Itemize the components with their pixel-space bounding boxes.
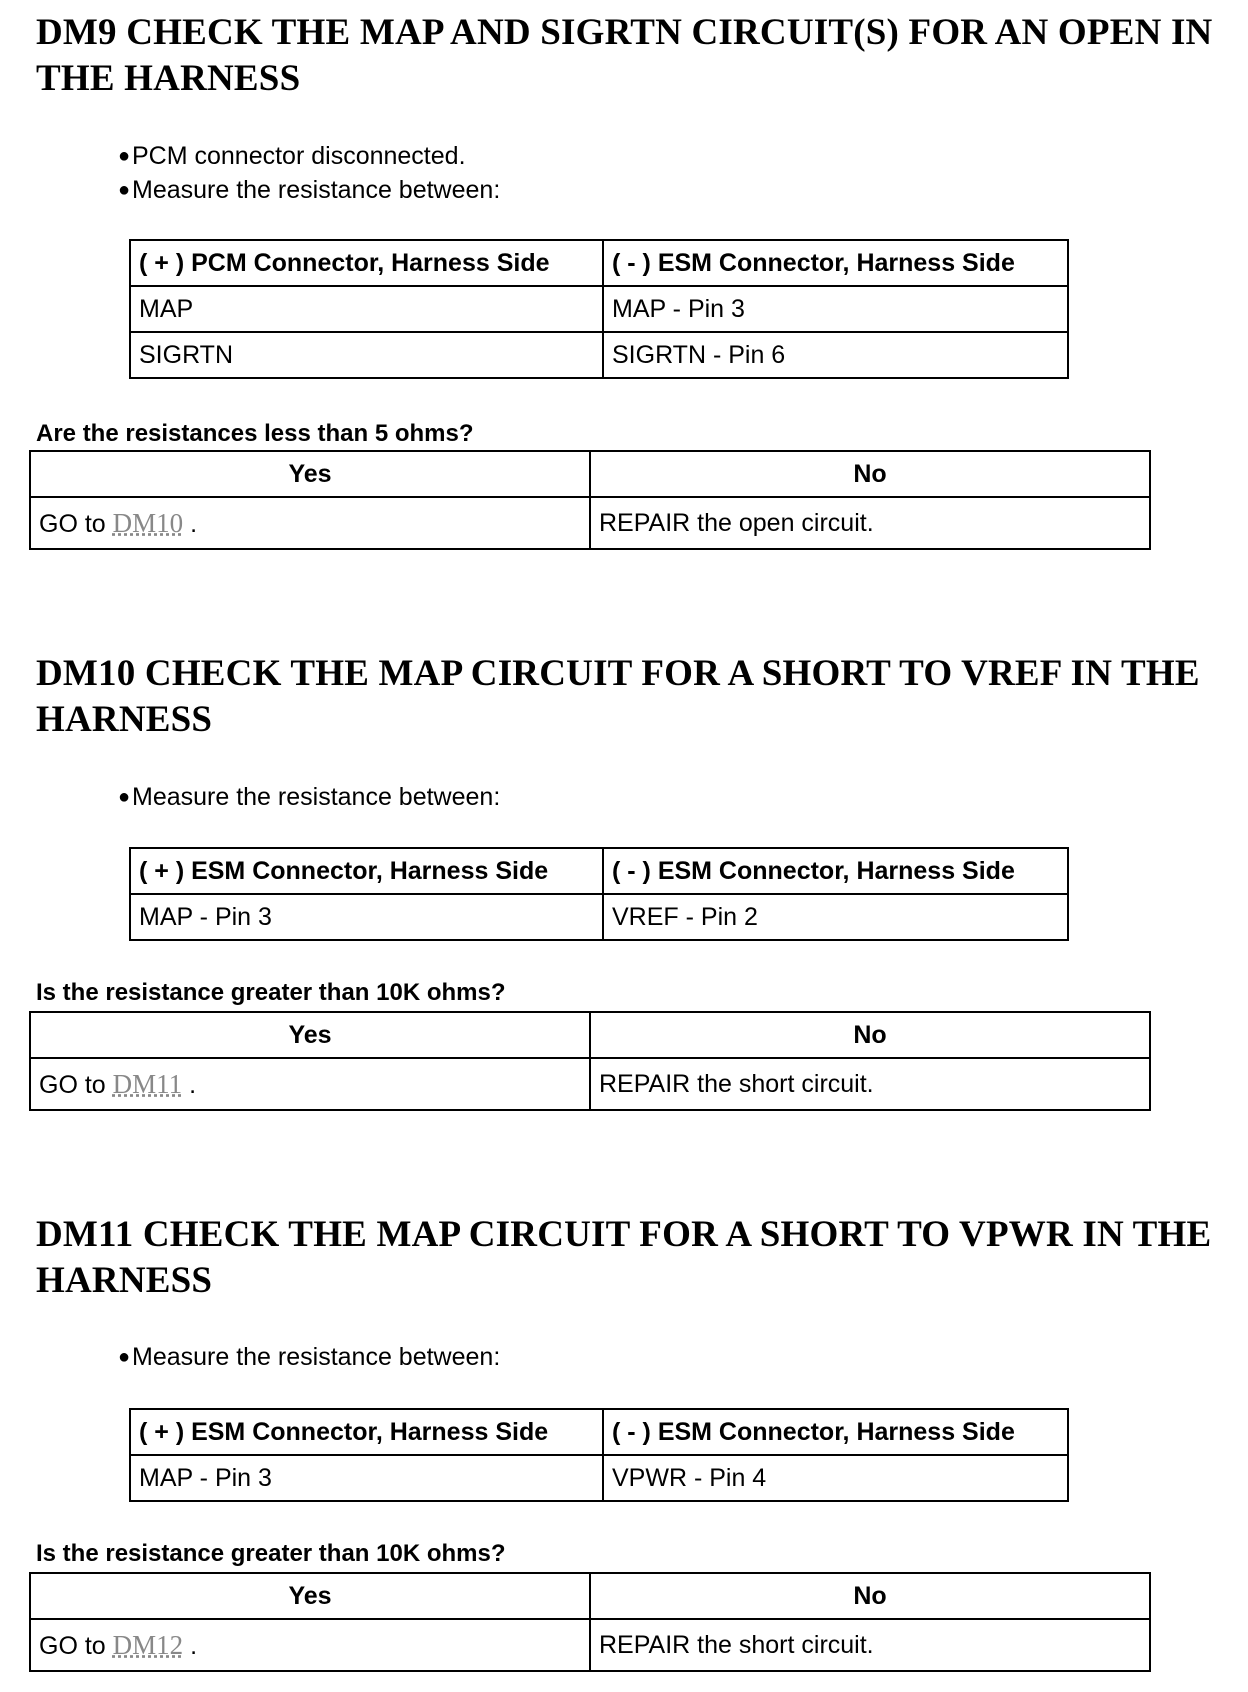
bullet-icon: ●	[118, 145, 131, 167]
measurement-table	[129, 1408, 1069, 1502]
section-heading: DM11 CHECK THE MAP CIRCUIT FOR A SHORT TO VPWR IN THE HARNESS	[36, 1214, 1212, 1301]
table-cell: SIGRTN	[130, 332, 603, 378]
bullet-list	[118, 139, 500, 207]
table-cell: VREF - Pin 2	[603, 894, 1068, 940]
yes-header: Yes	[30, 451, 590, 497]
negative-lead-header: ( - ) ESM Connector, Harness Side	[603, 240, 1068, 286]
table-row	[30, 497, 1150, 549]
table-cell: MAP	[130, 286, 603, 332]
negative-lead-header: ( - ) ESM Connector, Harness Side	[603, 848, 1068, 894]
bullet-icon: ●	[118, 786, 131, 808]
bullet-item: ●Measure the resistance between:	[118, 173, 500, 207]
table-row	[30, 1058, 1150, 1110]
positive-lead-header: ( + ) ESM Connector, Harness Side	[130, 848, 603, 894]
negative-lead-header: ( - ) ESM Connector, Harness Side	[603, 1409, 1068, 1455]
dm10-link[interactable]: DM10	[112, 507, 184, 538]
decision-question: Is the resistance greater than 10K ohms?	[36, 979, 506, 1006]
measurement-table	[129, 239, 1069, 379]
table-row	[130, 332, 1068, 378]
positive-lead-header: ( + ) PCM Connector, Harness Side	[130, 240, 603, 286]
table-row	[130, 894, 1068, 940]
no-header: No	[590, 1573, 1150, 1619]
table-cell: SIGRTN - Pin 6	[603, 332, 1068, 378]
decision-question: Is the resistance greater than 10K ohms?	[36, 1540, 506, 1567]
no-header: No	[590, 1012, 1150, 1058]
table-row	[30, 1619, 1150, 1671]
positive-lead-header: ( + ) ESM Connector, Harness Side	[130, 1409, 603, 1455]
measurement-table	[129, 847, 1069, 941]
yes-no-table	[29, 1572, 1151, 1672]
section-heading: DM9 CHECK THE MAP AND SIGRTN CIRCUIT(S) FOR AN OPEN IN THE HARNESS	[36, 12, 1213, 99]
table-cell: MAP - Pin 3	[603, 286, 1068, 332]
yes-header: Yes	[30, 1573, 590, 1619]
table-header-row	[30, 1012, 1150, 1058]
no-action: REPAIR the short circuit.	[590, 1058, 1150, 1110]
bullet-icon: ●	[118, 1346, 131, 1368]
table-cell: MAP - Pin 3	[130, 894, 603, 940]
table-row	[130, 286, 1068, 332]
table-row	[130, 1455, 1068, 1501]
yes-action: GO to DM12 .	[30, 1619, 590, 1671]
table-header-row	[130, 848, 1068, 894]
table-header-row	[130, 1409, 1068, 1455]
table-cell: VPWR - Pin 4	[603, 1455, 1068, 1501]
section-heading: DM10 CHECK THE MAP CIRCUIT FOR A SHORT TO VREF IN THE HARNESS	[36, 653, 1200, 740]
no-action: REPAIR the open circuit.	[590, 497, 1150, 549]
table-header-row	[30, 451, 1150, 497]
bullet-icon: ●	[118, 179, 131, 201]
bullet-item: ●Measure the resistance between:	[118, 1340, 500, 1374]
yes-header: Yes	[30, 1012, 590, 1058]
yes-no-table	[29, 450, 1151, 550]
table-header-row	[130, 240, 1068, 286]
table-cell: MAP - Pin 3	[130, 1455, 603, 1501]
yes-no-table	[29, 1011, 1151, 1111]
no-header: No	[590, 451, 1150, 497]
bullet-item: ●PCM connector disconnected.	[118, 139, 500, 173]
bullet-item: ●Measure the resistance between:	[118, 780, 500, 814]
yes-action: GO to DM11 .	[30, 1058, 590, 1110]
bullet-list	[118, 1340, 500, 1374]
dm11-link[interactable]: DM11	[112, 1068, 183, 1099]
decision-question: Are the resistances less than 5 ohms?	[36, 420, 474, 447]
bullet-list	[118, 780, 500, 814]
no-action: REPAIR the short circuit.	[590, 1619, 1150, 1671]
table-header-row	[30, 1573, 1150, 1619]
yes-action: GO to DM10 .	[30, 497, 590, 549]
dm12-link[interactable]: DM12	[112, 1629, 184, 1660]
